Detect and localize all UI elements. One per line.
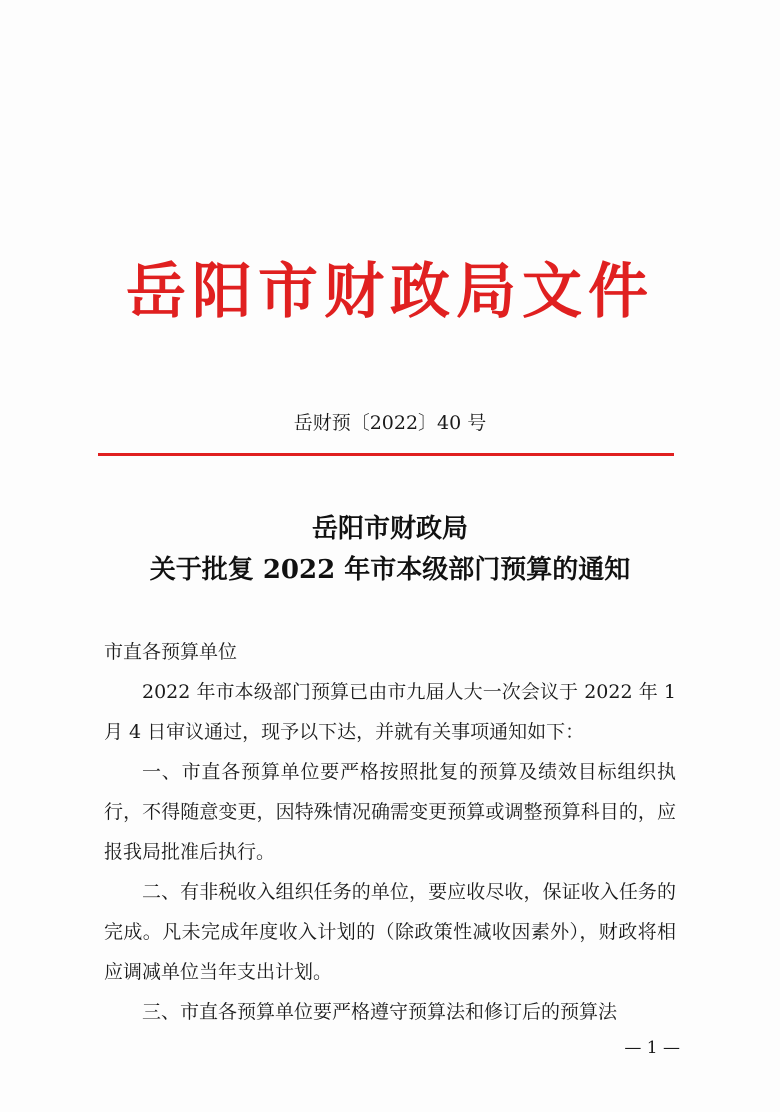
addressee: 市直各预算单位	[104, 641, 238, 663]
paragraph-intro: 2022 年市本级部门预算已由市九届人大一次会议于 2022 年 1 月 4 日审议通过，现予以下达，并就有关事项通知如下：	[104, 681, 676, 743]
red-divider	[98, 453, 674, 456]
document-number: 岳财预〔2022〕40 号	[293, 412, 487, 434]
masthead-title: 岳阳市财政局文件	[126, 257, 654, 327]
paragraph-item-1: 一、市直各预算单位要严格按照批复的预算及绩效目标组织执行，不得随意变更，因特殊情况确需变更预算或调整预算科目的，应报我局批准后执行。	[104, 761, 676, 863]
title-line-2: 关于批复 2022 年市本级部门预算的通知	[149, 555, 631, 585]
page-number: — 1 —	[624, 1038, 680, 1058]
paragraph-item-2: 二、有非税收入组织任务的单位，要应收尽收，保证收入任务的完成。凡未完成年度收入计划的（除政策性减收因素外），财政将相应调减单位当年支出计划。	[104, 881, 676, 983]
paragraph-item-3: 三、市直各预算单位要严格遵守预算法和修订后的预算法	[142, 1001, 618, 1023]
body-text	[104, 632, 676, 1032]
title-line-1: 岳阳市财政局	[311, 514, 468, 544]
